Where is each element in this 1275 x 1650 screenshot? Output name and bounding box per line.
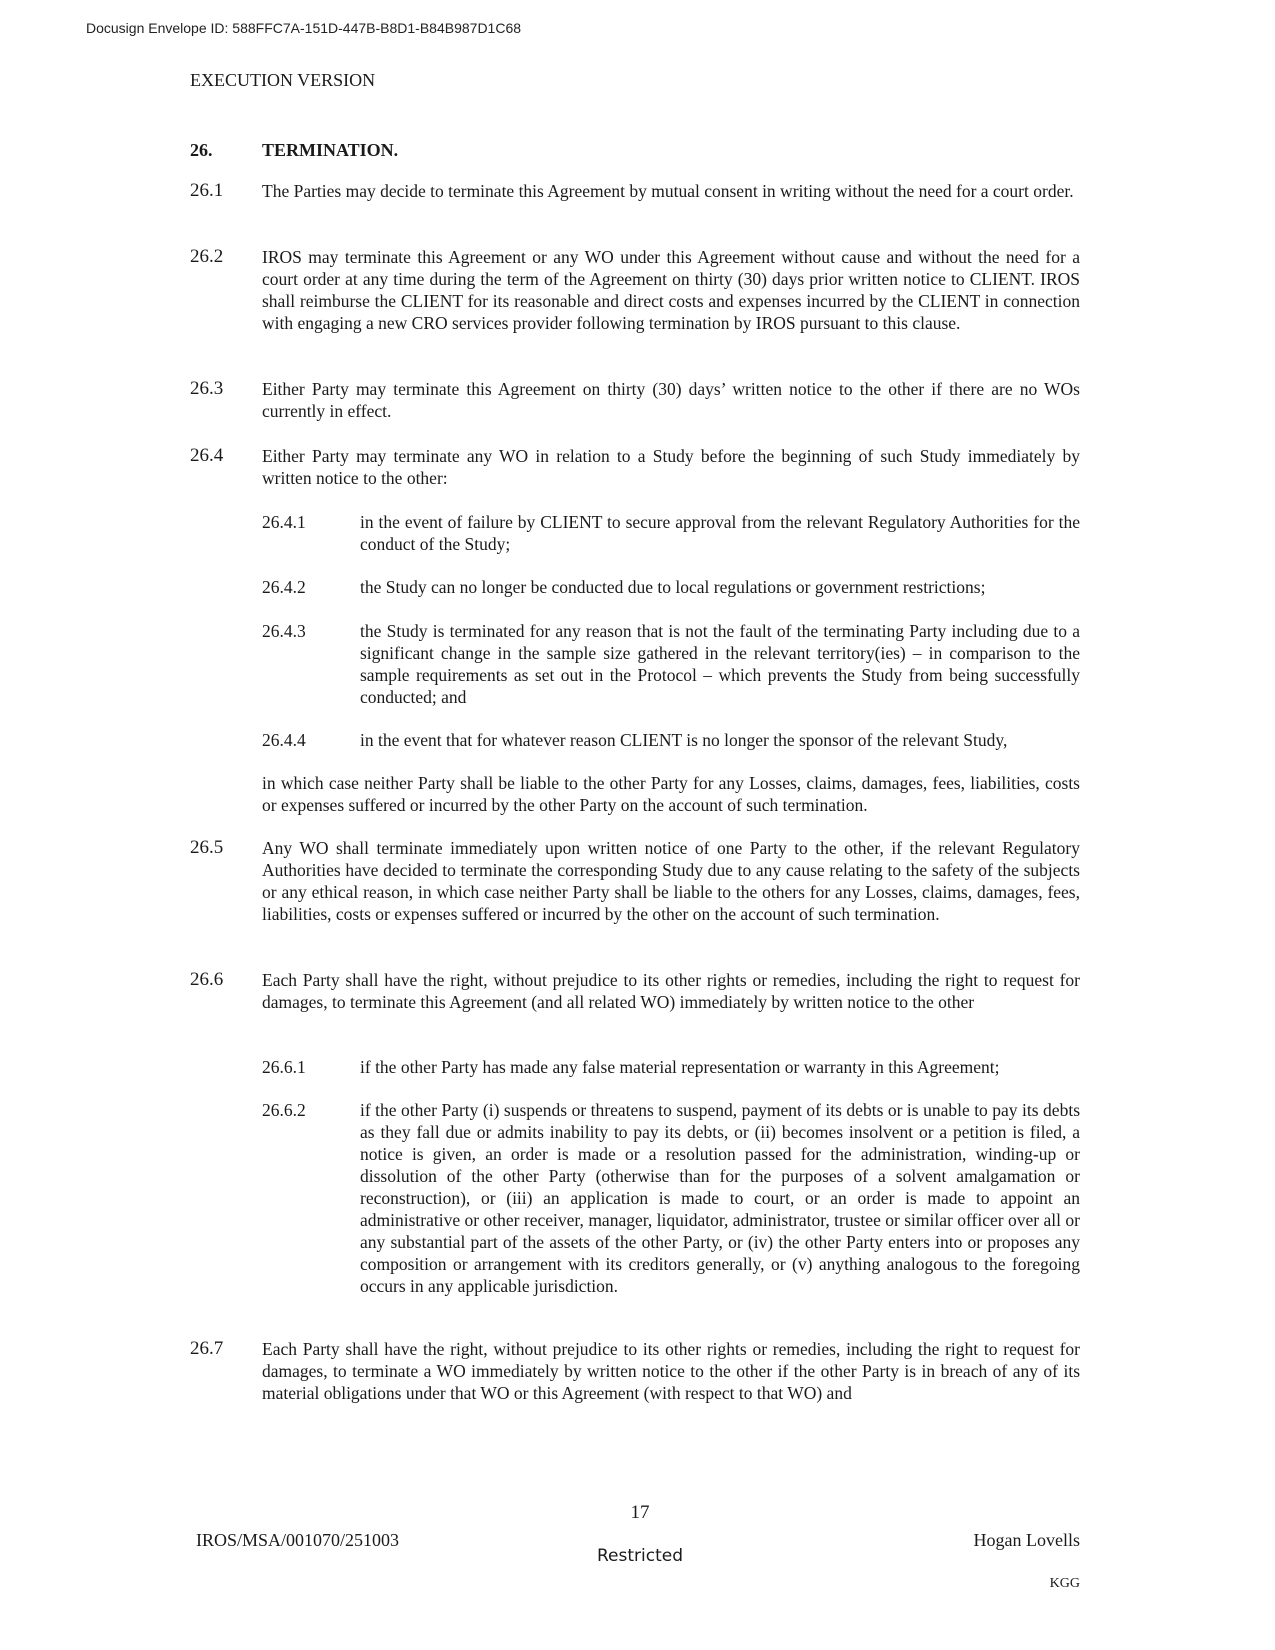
clause-26-1 xyxy=(190,180,1080,202)
subclause-text: in the event that for whatever reason CLIENT is no longer the sponsor of the relevant Study, xyxy=(360,730,1008,750)
section-title: TERMINATION. xyxy=(262,140,399,160)
subclause-26-4-3 xyxy=(262,620,1080,708)
classification-label: Restricted xyxy=(596,1546,683,1566)
clause-text: Each Party shall have the right, without prejudice to its other rights or remedies, including the right to request for damages, to terminate this Agreement (and all related WO) immediately by written notice to the other xyxy=(262,970,1080,1012)
initials: KGG xyxy=(1049,1576,1080,1591)
clause-number: 26.4 xyxy=(190,445,224,466)
clause-text: Either Party may terminate any WO in relation to a Study before the beginning of such Study immediately by written notice to the other: xyxy=(262,446,1080,488)
clause-number: 26.6 xyxy=(190,969,224,990)
clause-number: 26.1 xyxy=(190,180,224,201)
subclause-number: 26.6.1 xyxy=(262,1057,306,1077)
subclause-26-4-2 xyxy=(262,576,1080,598)
clause-26-6 xyxy=(190,969,1080,1013)
subclause-26-6-1 xyxy=(262,1056,1080,1078)
subclause-text: the Study can no longer be conducted due to local regulations or government restrictions; xyxy=(360,577,986,597)
clause-number: 26.3 xyxy=(190,378,224,399)
subclause-text: if the other Party has made any false material representation or warranty in this Agreement; xyxy=(360,1057,1000,1077)
section-heading xyxy=(190,140,398,161)
clause-number: 26.5 xyxy=(190,837,224,858)
clause-26-4-continuation: in which case neither Party shall be liable to the other Party for any Losses, claims, damages, fees, liabilities, costs or expenses suffered or incurred by the other Party on the account of such termination. xyxy=(262,773,1080,815)
docusign-envelope-id: Docusign Envelope ID: 588FFC7A-151D-447B-B8D1-B84B987D1C68 xyxy=(86,20,522,36)
clause-text: Either Party may terminate this Agreement on thirty (30) days’ written notice to the other if there are no WOs currently in effect. xyxy=(262,379,1080,421)
subclause-number: 26.4.2 xyxy=(262,577,306,597)
clause-text: Any WO shall terminate immediately upon written notice of one Party to the other, if the relevant Regulatory Authorities have decided to terminate the corresponding Study due to any cause relating to the safety of the subjects or any ethical reason, in which case neither Party shall be liable to the others for any Losses, claims, damages, fees, liabilities, costs or expenses suffered or incurred by the other on the account of such termination. xyxy=(262,838,1080,924)
subclause-number: 26.4.3 xyxy=(262,621,306,641)
subclause-text: the Study is terminated for any reason that is not the fault of the terminating Party including due to a significant change in the sample size gathered in the relevant territory(ies) – in comparison to the sample requirements as set out in the Protocol – which prevents the Study from being successfully conducted; and xyxy=(360,621,1080,707)
clause-26-2 xyxy=(190,246,1080,334)
clause-text: Each Party shall have the right, without prejudice to its other rights or remedies, including the right to request for damages, to terminate a WO immediately by written notice to the other if the other Party is in breach of any of its material obligations under that WO or this Agreement (with respect to that WO) and xyxy=(262,1339,1080,1403)
section-number: 26. xyxy=(190,140,213,160)
clause-number: 26.7 xyxy=(190,1338,224,1359)
clause-26-3 xyxy=(190,378,1080,422)
clause-text: IROS may terminate this Agreement or any WO under this Agreement without cause and without the need for a court order at any time during the term of the Agreement on thirty (30) days prior written notice to CLIENT. IROS shall reimburse the CLIENT for its reasonable and direct costs and expenses incurred by the CLIENT in connection with engaging a new CRO services provider following termination by IROS pursuant to this clause. xyxy=(262,247,1080,333)
law-firm-name: Hogan Lovells xyxy=(973,1530,1080,1550)
subclause-26-6-2 xyxy=(262,1099,1080,1297)
clause-26-5 xyxy=(190,837,1080,925)
clause-26-4 xyxy=(190,445,1080,489)
subclause-number: 26.6.2 xyxy=(262,1100,306,1120)
document-reference: IROS/MSA/001070/251003 xyxy=(196,1530,400,1550)
clause-number: 26.2 xyxy=(190,246,224,267)
subclause-number: 26.4.1 xyxy=(262,512,306,532)
subclause-26-4-1 xyxy=(262,511,1080,555)
page-number: 17 xyxy=(630,1502,650,1523)
subclause-26-4-4 xyxy=(262,729,1080,751)
subclause-number: 26.4.4 xyxy=(262,730,306,750)
subclause-text: if the other Party (i) suspends or threatens to suspend, payment of its debts or is unable to pay its debts as they fall due or admits inability to pay its debts, or (ii) becomes insolvent or a petition is filed, a notice is given, an order is made or a resolution passed for the administration, winding-up or dissolution of the other Party (otherwise than for the purposes of a solvent amalgamation or reconstruction), or (iii) an application is made to court, or an order is made to appoint an administrative or other receiver, manager, liquidator, administrator, trustee or similar officer over all or any substantial part of the assets of the other Party, or (iv) the other Party enters into or proposes any composition or arrangement with its creditors generally, or (v) anything analogous to the foregoing occurs in any applicable jurisdiction. xyxy=(360,1100,1080,1296)
execution-version-label: EXECUTION VERSION xyxy=(190,70,376,90)
subclause-text: in the event of failure by CLIENT to secure approval from the relevant Regulatory Authorities for the conduct of the Study; xyxy=(360,512,1080,554)
clause-text: The Parties may decide to terminate this Agreement by mutual consent in writing without the need for a court order. xyxy=(262,181,1074,201)
clause-26-7 xyxy=(190,1338,1080,1404)
